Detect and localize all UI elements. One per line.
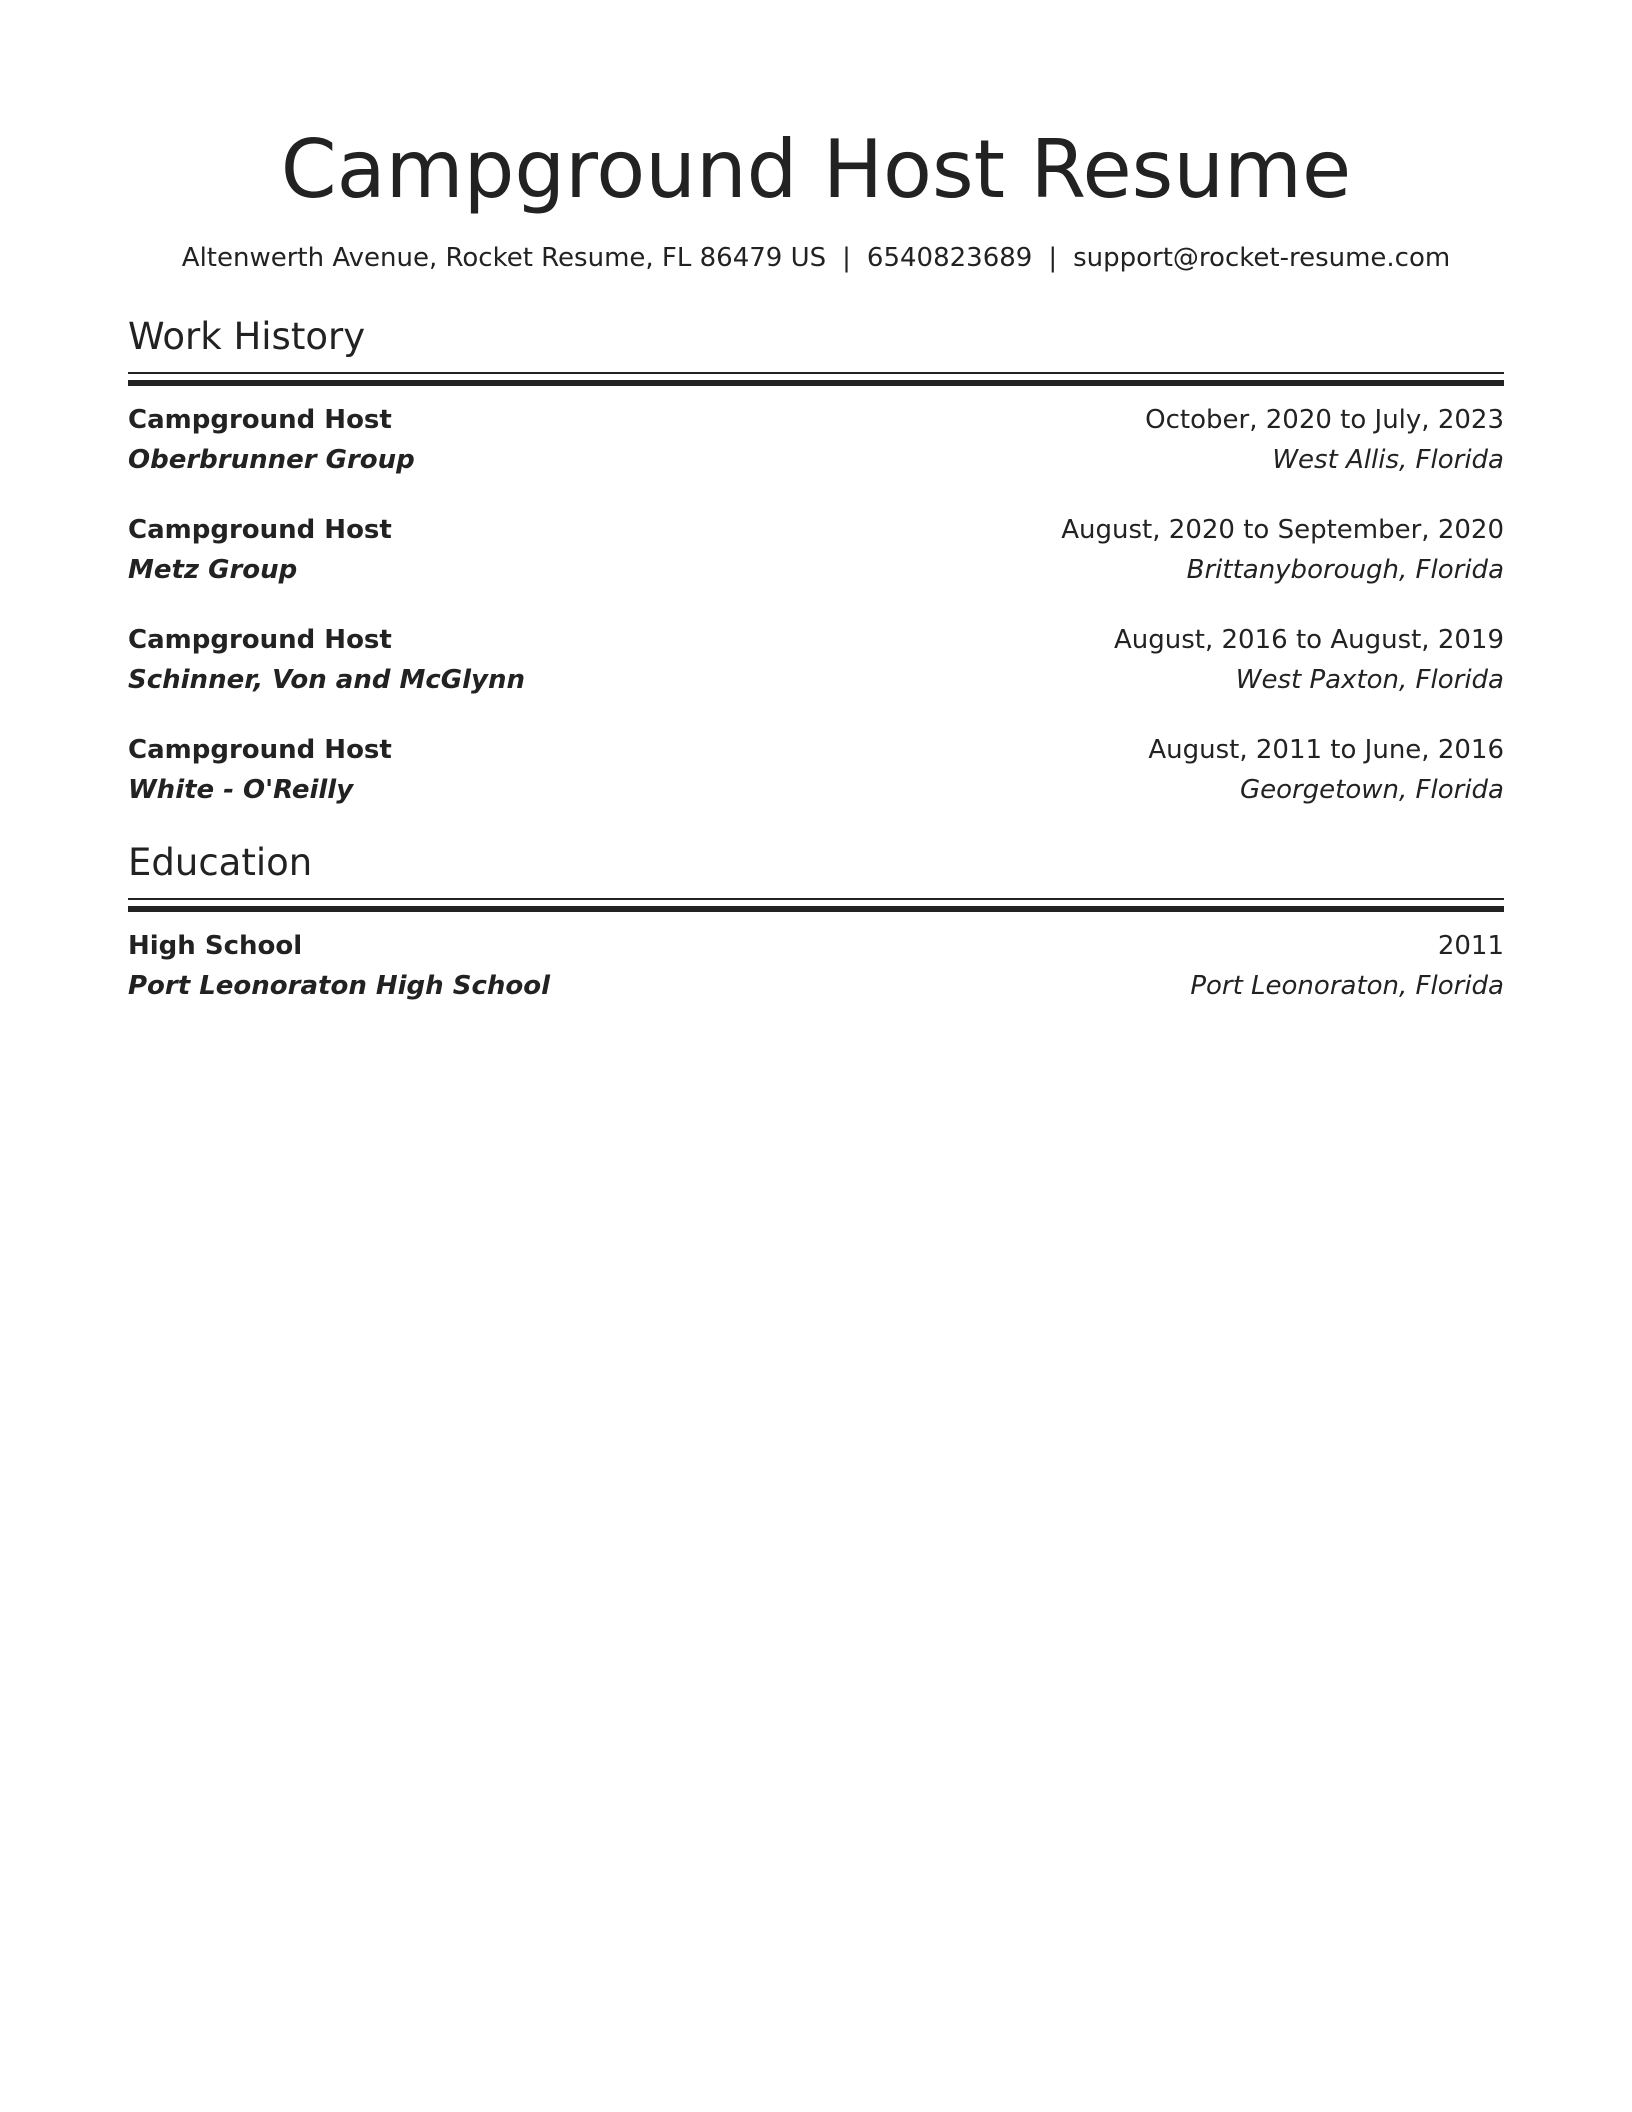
work-history-list (128, 400, 1504, 810)
education-list (128, 926, 1504, 1006)
contact-separator: | (842, 243, 851, 273)
education-entry-subheader (128, 966, 1504, 1006)
work-entry (128, 400, 1504, 480)
section-divider-thin (128, 898, 1504, 900)
contact-address: Altenwerth Avenue, Rocket Resume, FL 86479 US (181, 243, 827, 273)
work-entry (128, 510, 1504, 590)
school-location: Port Leonoraton, Florida (1190, 971, 1504, 1001)
contact-line (128, 240, 1504, 276)
section-divider-thin (128, 372, 1504, 374)
contact-email: support@rocket-resume.com (1073, 243, 1451, 273)
job-title: Campground Host (128, 625, 392, 655)
job-dates: August, 2020 to September, 2020 (1061, 515, 1504, 545)
work-history-heading: Work History (128, 315, 366, 358)
job-dates: October, 2020 to July, 2023 (1145, 405, 1504, 435)
job-title: Campground Host (128, 405, 392, 435)
education-section (128, 838, 1504, 1006)
work-entry-header (128, 510, 1504, 550)
work-entry-header (128, 730, 1504, 770)
section-divider-thick (128, 380, 1504, 386)
resume-page (128, 0, 1504, 1006)
work-entry (128, 620, 1504, 700)
work-entry (128, 730, 1504, 810)
graduation-year: 2011 (1437, 931, 1504, 961)
work-history-section (128, 312, 1504, 810)
job-location: West Allis, Florida (1272, 445, 1504, 475)
contact-phone: 6540823689 (866, 243, 1033, 273)
job-title: Campground Host (128, 735, 392, 765)
company-name: White - O'Reilly (128, 775, 354, 805)
company-name: Schinner, Von and McGlynn (128, 665, 526, 695)
company-name: Oberbrunner Group (128, 445, 415, 475)
job-location: Brittanyborough, Florida (1186, 555, 1504, 585)
work-entry-subheader (128, 440, 1504, 480)
job-location: West Paxton, Florida (1235, 665, 1504, 695)
education-heading: Education (128, 841, 313, 884)
job-location: Georgetown, Florida (1239, 775, 1504, 805)
contact-separator: | (1048, 243, 1058, 273)
work-entry-subheader (128, 550, 1504, 590)
degree-name: High School (128, 931, 303, 961)
job-dates: August, 2016 to August, 2019 (1114, 625, 1504, 655)
company-name: Metz Group (128, 555, 298, 585)
work-entry-header (128, 620, 1504, 660)
school-name: Port Leonoraton High School (128, 971, 551, 1001)
section-divider-thick (128, 906, 1504, 912)
job-dates: August, 2011 to June, 2016 (1148, 735, 1504, 765)
work-entry-header (128, 400, 1504, 440)
job-title: Campground Host (128, 515, 392, 545)
education-entry-header (128, 926, 1504, 966)
work-entry-subheader (128, 770, 1504, 810)
resume-title: Campground Host Resume (280, 123, 1352, 216)
education-entry (128, 926, 1504, 1006)
work-entry-subheader (128, 660, 1504, 700)
